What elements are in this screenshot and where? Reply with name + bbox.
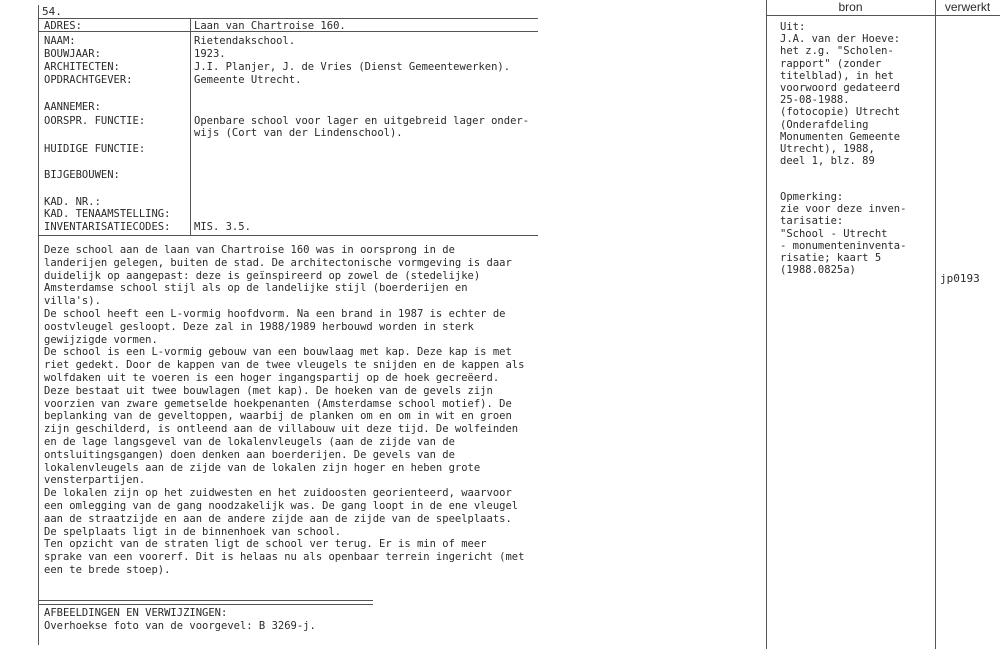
form-column-divider bbox=[190, 18, 191, 235]
right-column-divider bbox=[935, 0, 936, 649]
description-paragraph: Deze school aan de laan van Chartroise 160 was in oorsprong in de landerijen gelegen, buiten de stad. De architectonische vormgeving is daar duidelijk op aangepast: deze is geïnspireerd op zowel de (stedelijke) Amsterdamse school stijl als op de landelijke stijl (boerderijen en villa's). bbox=[44, 244, 512, 308]
field-value-adres: Laan van Chartroise 160. bbox=[194, 20, 346, 32]
field-label-inventarisatiecodes: INVENTARISATIECODES: bbox=[44, 221, 171, 233]
field-label-architecten: ARCHITECTEN: bbox=[44, 61, 120, 73]
record-number: 54. bbox=[42, 5, 62, 18]
field-label-naam: NAAM: bbox=[44, 35, 76, 47]
field-label-opdrachtgever: OPDRACHTGEVER: bbox=[44, 74, 133, 86]
field-label-kad-tenaamstelling: KAD. TENAAMSTELLING: bbox=[44, 208, 171, 220]
field-value-opdrachtgever: Gemeente Utrecht. bbox=[194, 74, 302, 86]
references-text: Overhoekse foto van de voorgevel: B 3269-j. bbox=[44, 620, 316, 632]
references-top-rule bbox=[38, 604, 373, 605]
description-paragraph: Ten opzicht van de straten ligt de school ver terug. Er is min of meer sprake van een voorerf. Dit is helaas nu als openbaar terrein ingericht (met een te brede stoep). bbox=[44, 538, 525, 576]
description-body bbox=[44, 244, 544, 577]
field-label-adres: ADRES: bbox=[44, 20, 82, 32]
header-bron: bron bbox=[838, 0, 863, 14]
description-paragraph: De school is een L-vormig gebouw van een bouwlaag met kap. Deze kap is met riet gedekt. Door de kappen van de twee vleugels te snijden en de kappen als wolfdaken uit te voeren is een hoger ingangspartij op de hoek gecreëerd. Deze bestaat uit twee bouwlagen (met kap). De hoeken van de gevels zijn voorzien van zware gemetselde hoekpenanten (Amsterdamse school motief). De beplanking van de geveltoppen, waarbij de planken om en om in wit en groen zijn geschilderd, is ontleend aan de villabouw uit deze tijd. De wolfeinden en de lage langsgevel van de lokalenvleugels (aan de zijde van de ontsluitingsgangen) doen denken aan boerderijen. De gevels van de lokalenvleugels aan de zijde van de lokalen zijn hoger en heben grote vensterpartijen. bbox=[44, 346, 525, 487]
references-title: AFBEELDINGEN EN VERWIJZINGEN: bbox=[44, 607, 228, 619]
source-citation: Uit: J.A. van der Hoeve: het z.g. "Scholen- rapport" (zonder titelblad), in het voorwoord gedateerd 25-08-1988. (fotocopie) Utrecht (Onderafdeling Monumenten Gemeente Utrecht), 1988, deel 1, blz. 89 bbox=[780, 21, 901, 168]
field-value-inventarisatiecodes: MIS. 3.5. bbox=[194, 221, 251, 233]
field-label-oorspr-functie: OORSPR. FUNCTIE: bbox=[44, 115, 146, 127]
field-value-bouwjaar: 1923. bbox=[194, 48, 226, 60]
field-label-huidige-functie: HUIDIGE FUNCTIE: bbox=[44, 143, 146, 155]
field-label-bouwjaar: BOUWJAAR: bbox=[44, 48, 101, 60]
form-left-rule bbox=[38, 5, 39, 645]
field-label-aannemer: AANNEMER: bbox=[44, 101, 101, 113]
form-top-rule bbox=[38, 18, 538, 19]
processed-code: jp0193 bbox=[940, 272, 980, 285]
remark-note: Opmerking: zie voor deze inven- tarisatie: "School - Utrecht - monumenteninventa- risatie; kaart 5 (1988.0825a) bbox=[780, 191, 907, 277]
field-label-kad-nr: KAD. NR.: bbox=[44, 196, 101, 208]
field-value-naam: Rietendakschool. bbox=[194, 35, 296, 47]
field-value-oorspr-functie: Openbare school voor lager en uitgebreid lager onder- wijs (Cort van der Lindenschool). bbox=[194, 115, 530, 139]
right-column-left-rule bbox=[766, 0, 767, 649]
description-bottom-rule bbox=[38, 600, 373, 601]
field-value-architecten: J.I. Planjer, J. de Vries (Dienst Gemeentewerken). bbox=[194, 61, 511, 73]
form-fields-bottom-rule bbox=[38, 235, 538, 236]
description-paragraph: De school heeft een L-vormig hoofdvorm. Na een brand in 1987 is echter de oostvleugel gesloopt. Deze zal in 1988/1989 herbouwd worden in sterk gewijzigde vormen. bbox=[44, 307, 506, 346]
description-paragraph: De lokalen zijn op het zuidwesten en het zuidoosten georienteerd, waarvoor een omlegging van de gang noodzakelijk was. De gang loopt in de ene vleugel aan de straatzijde en aan de andere zijde aan de zijde van de speelplaats. De spelplaats ligt in de binnenhoek van school. bbox=[44, 487, 519, 538]
right-column-header-rule bbox=[766, 15, 1000, 16]
field-label-bijgebouwen: BIJGEBOUWEN: bbox=[44, 169, 120, 181]
header-verwerkt: verwerkt bbox=[944, 0, 991, 14]
